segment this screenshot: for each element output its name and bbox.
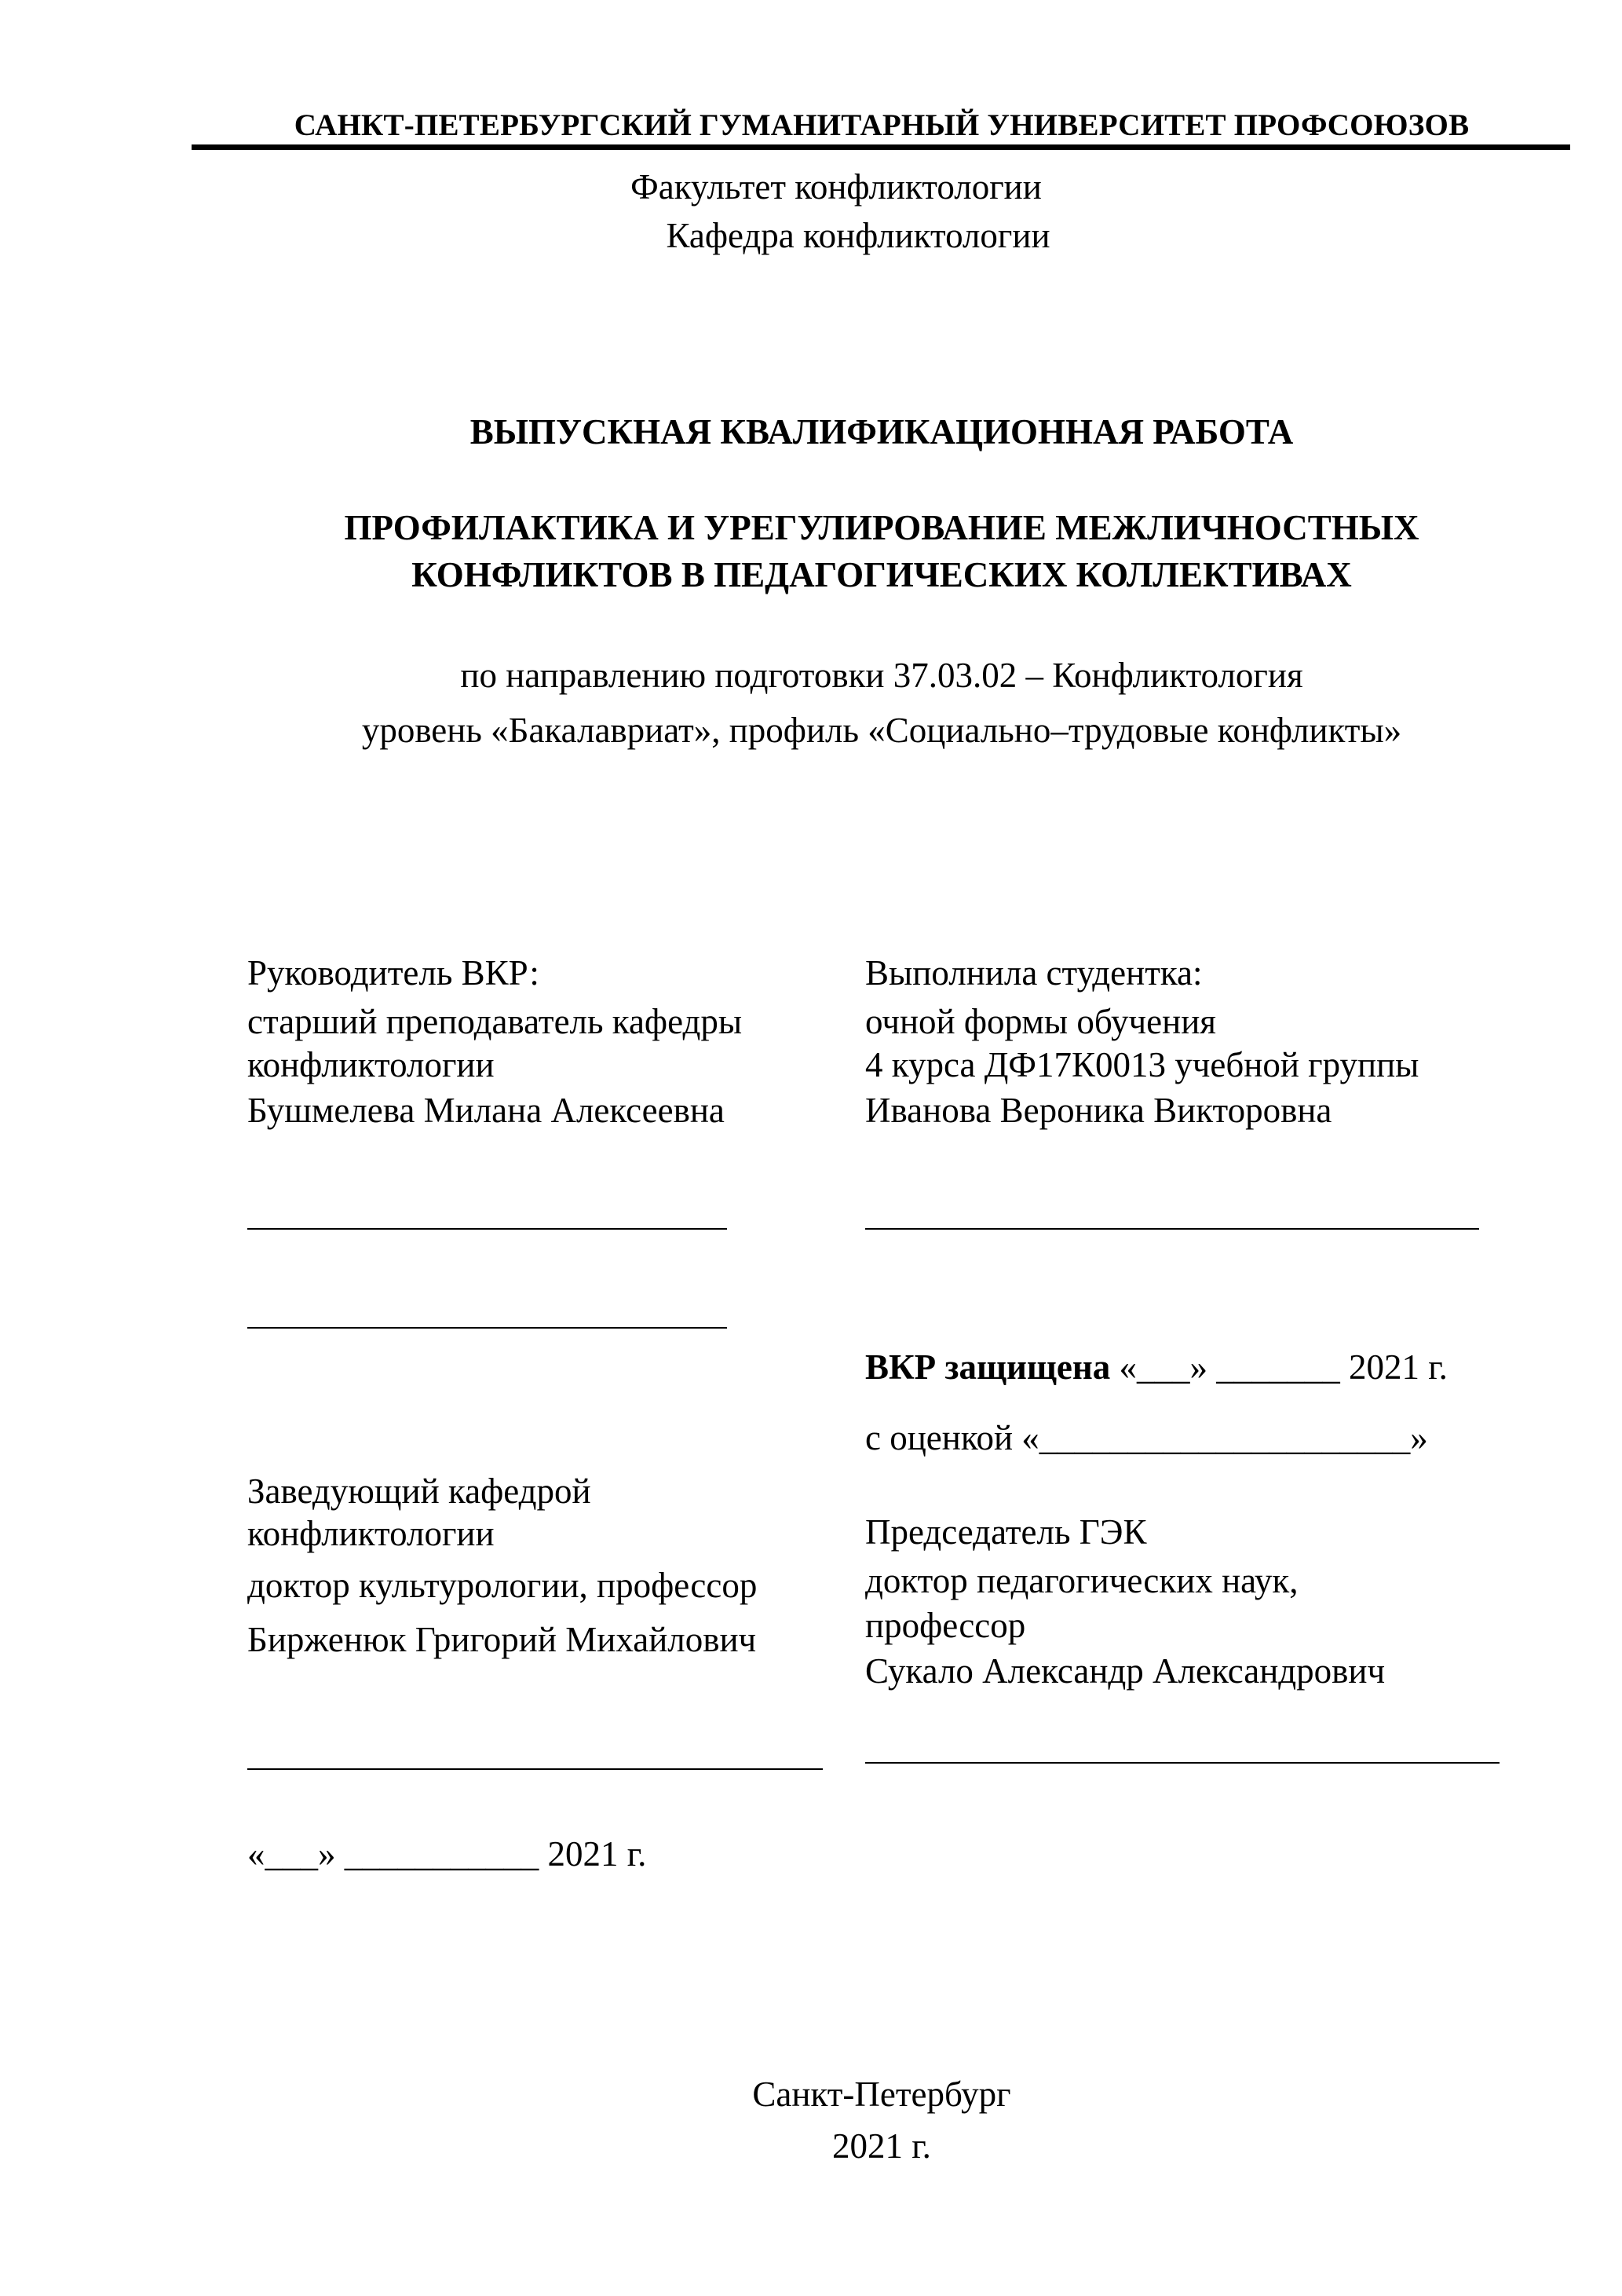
chair-label: Председатель ГЭК <box>865 1512 1147 1552</box>
defense-label: ВКР защищена <box>865 1347 1111 1387</box>
header-rule <box>192 144 1570 150</box>
topic-line-1: ПРОФИЛАКТИКА И УРЕГУЛИРОВАНИЕ МЕЖЛИЧНОСТНЫХ <box>344 508 1419 547</box>
chair-degree-1: доктор педагогических наук, <box>865 1561 1299 1600</box>
defense-date: «___» _______ 2021 г. <box>1119 1347 1448 1387</box>
university-name: САНКТ-ПЕТЕРБУРГСКИЙ ГУМАНИТАРНЫЙ УНИВЕРСИТЕТ ПРОФСОЮЗОВ <box>294 108 1470 142</box>
student-group: 4 курса ДФ17К0013 учебной группы <box>865 1045 1419 1084</box>
supervisor-position-1: старший преподаватель кафедры <box>247 1002 743 1041</box>
head-degree: доктор культурологии, профессор <box>247 1566 758 1605</box>
footer-year: 2021 г. <box>832 2126 931 2166</box>
head-label-2: конфликтологии <box>247 1514 495 1553</box>
defense-grade: с оценкой «_____________________» <box>865 1418 1428 1457</box>
head-label-1: Заведующий кафедрой <box>247 1472 591 1511</box>
footer-city: Санкт-Петербург <box>752 2075 1011 2114</box>
student-form: очной формы обучения <box>865 1002 1216 1041</box>
work-type: ВЫПУСКНАЯ КВАЛИФИКАЦИОННАЯ РАБОТА <box>469 412 1294 452</box>
head-date: «___» ___________ 2021 г. <box>247 1834 647 1874</box>
chair-degree-2: профессор <box>865 1606 1026 1645</box>
direction: по направлению подготовки 37.03.02 – Конфликтология <box>460 656 1303 695</box>
supervisor-signature-line <box>247 1228 727 1230</box>
head-signature-line <box>247 1768 823 1770</box>
supervisor-label: Руководитель ВКР: <box>247 953 539 993</box>
student-label: Выполнила студентка: <box>865 953 1203 993</box>
chair-name: Сукало Александр Александрович <box>865 1651 1386 1691</box>
head-name: Бирженюк Григорий Михайлович <box>247 1620 757 1659</box>
student-name: Иванова Вероника Викторовна <box>865 1091 1332 1130</box>
supervisor-name: Бушмелева Милана Алексеевна <box>247 1091 725 1130</box>
student-signature-line <box>865 1228 1479 1230</box>
defense-line <box>865 1347 1448 1387</box>
department-name: Кафедра конфликтологии <box>666 216 1050 255</box>
chair-signature-line <box>865 1762 1500 1764</box>
supervisor-date-line <box>247 1327 727 1329</box>
topic-line-2: КОНФЛИКТОВ В ПЕДАГОГИЧЕСКИХ КОЛЛЕКТИВАХ <box>411 555 1352 594</box>
supervisor-position-2: конфликтологии <box>247 1045 495 1084</box>
level-profile: уровень «Бакалавриат», профиль «Социально–трудовые конфликты» <box>361 711 1402 750</box>
faculty-name: Факультет конфликтологии <box>630 167 1042 207</box>
